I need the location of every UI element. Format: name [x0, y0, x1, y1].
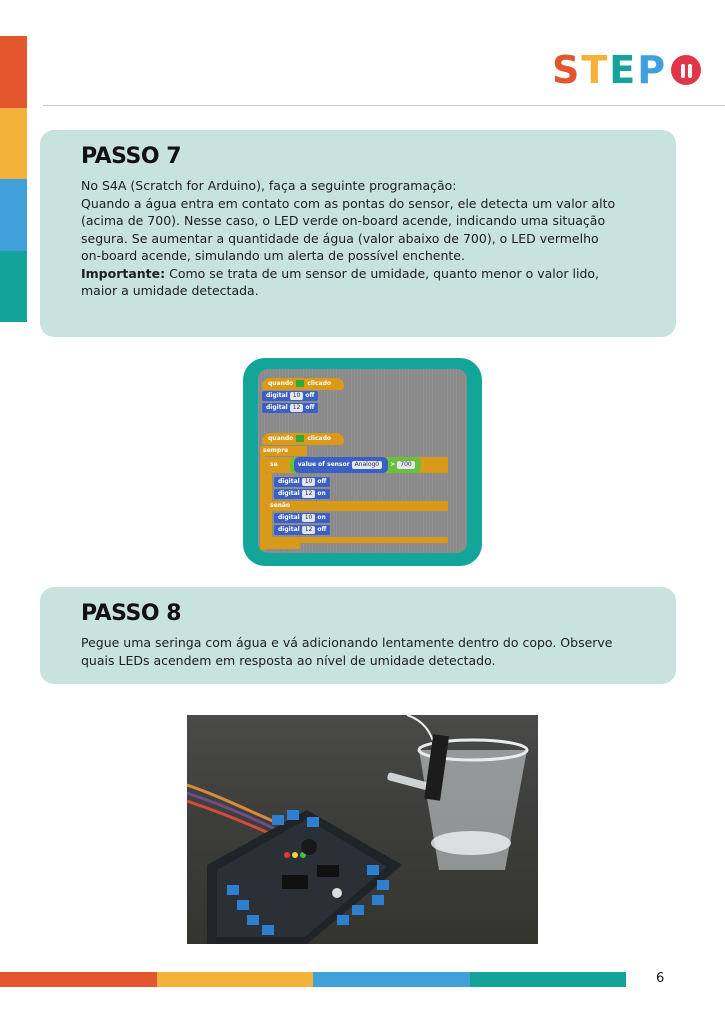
page-number: 6 — [656, 971, 665, 986]
digital-block: digital 10 off — [274, 477, 330, 487]
logo-text: STEP — [552, 48, 668, 92]
digital-block: digital 10 on — [274, 513, 330, 523]
green-flag-icon — [296, 435, 304, 442]
step-8-text — [81, 634, 636, 669]
step-8-box — [40, 587, 676, 684]
footer-color-bar — [0, 972, 626, 987]
step-7-line: on-board acende, simulando um alerta de possível enchente. — [81, 248, 465, 263]
step-7-line: Quando a água entra em contato com as pontas do sensor, ele detecta um valor alto — [81, 195, 616, 211]
if-else-block: se value of sensor Analog0 > 700 — [266, 457, 448, 473]
logo-mark-icon — [671, 55, 701, 85]
step-7-line: segura. Se aumentar a quantidade de água (valor abaixo de 700), o LED vermelho — [81, 230, 599, 246]
when-flag-clicked-block: quando clicado — [262, 378, 344, 390]
green-flag-icon — [296, 380, 304, 387]
important-text-2: maior a umidade detectada. — [81, 283, 259, 298]
digital-block: digital 12 off — [274, 525, 330, 535]
important-label: Importante: — [81, 265, 166, 281]
step-8-title: PASSO 8 — [81, 601, 182, 626]
step-logo — [552, 48, 701, 92]
step-7-box — [40, 130, 676, 337]
important-text: Como se trata de um sensor de umidade, quanto menor o valor lido, — [165, 265, 600, 281]
step-7-text — [81, 177, 636, 300]
side-color-stripe — [0, 36, 27, 322]
forever-bottom — [260, 543, 300, 549]
digital-block: digital 12 off — [262, 403, 318, 413]
header-divider — [43, 105, 725, 106]
digital-block: digital 12 on — [274, 489, 330, 499]
s4a-code-image — [243, 358, 482, 566]
step-8-line: Pegue uma seringa com água e vá adicionando lentamente dentro do copo. Observe — [81, 635, 613, 650]
when-flag-clicked-block: quando clicado — [262, 433, 344, 445]
step-7-title: PASSO 7 — [81, 144, 182, 169]
digital-block: digital 10 off — [262, 391, 318, 401]
step-7-line-intro: No S4A (Scratch for Arduino), faça a seguinte programação: — [81, 178, 457, 193]
step-7-line: (acima de 700). Nesse caso, o LED verde on-board acende, indicando uma situação — [81, 213, 606, 228]
s4a-script-area — [258, 369, 467, 553]
step-8-line: quais LEDs acendem em resposta ao nível de umidade detectado. — [81, 652, 496, 668]
arduino-water-sensor-photo — [187, 715, 538, 944]
else-block: senão — [266, 501, 448, 511]
photo-illustration — [187, 715, 538, 944]
forever-block: sempre — [260, 446, 307, 456]
